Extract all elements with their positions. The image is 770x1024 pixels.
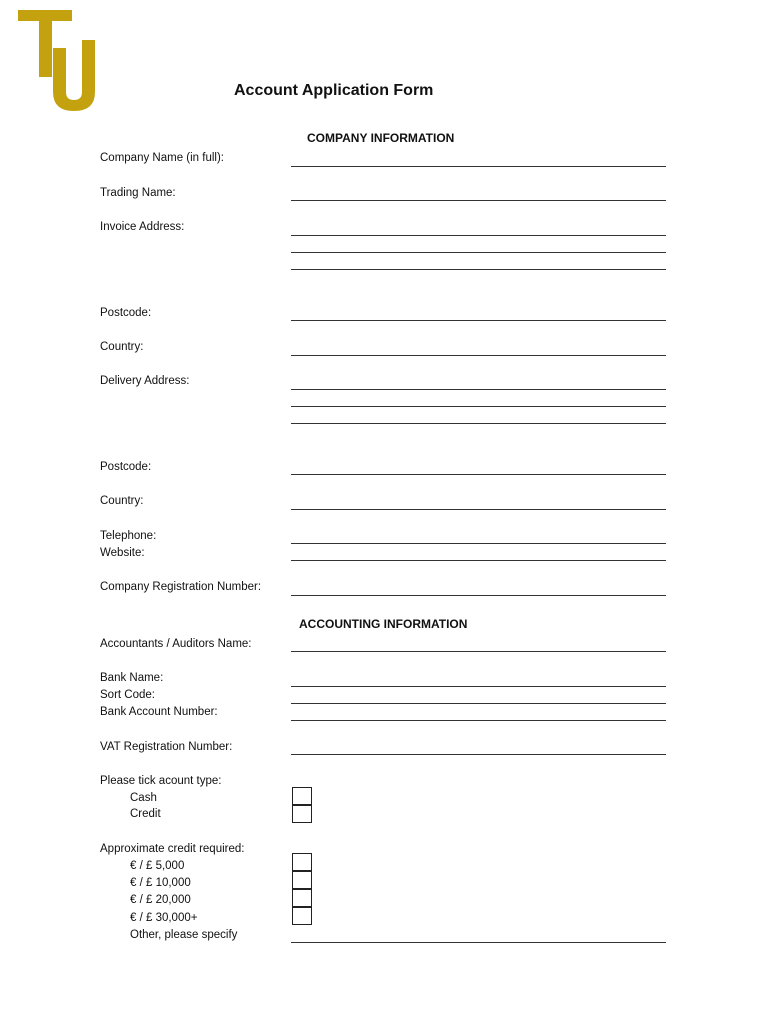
registration-number-field[interactable] <box>291 595 666 596</box>
delivery-address-label: Delivery Address: <box>100 375 190 387</box>
delivery-address-field-1[interactable] <box>291 389 666 390</box>
website-field[interactable] <box>291 560 666 561</box>
credit-checkbox[interactable] <box>292 805 312 823</box>
bank-name-field[interactable] <box>291 686 666 687</box>
invoice-postcode-field[interactable] <box>291 320 666 321</box>
credit-label: Credit <box>130 808 161 820</box>
website-label: Website: <box>100 547 145 559</box>
invoice-address-label: Invoice Address: <box>100 221 185 233</box>
credit-20000-checkbox[interactable] <box>292 889 312 907</box>
credit-5000-checkbox[interactable] <box>292 853 312 871</box>
invoice-address-field-2[interactable] <box>291 252 666 253</box>
company-name-field[interactable] <box>291 166 666 167</box>
invoice-postcode-label: Postcode: <box>100 307 152 319</box>
company-logo <box>18 10 100 112</box>
credit-10000-label: € / £ 10,000 <box>130 877 191 889</box>
sort-code-label: Sort Code: <box>100 689 155 701</box>
page-title: Account Application Form <box>234 82 434 99</box>
other-credit-label: Other, please specify <box>130 929 238 941</box>
credit-10000-checkbox[interactable] <box>292 871 312 889</box>
delivery-country-field[interactable] <box>291 509 666 510</box>
bank-account-label: Bank Account Number: <box>100 706 218 718</box>
invoice-address-field-1[interactable] <box>291 235 666 236</box>
vat-number-label: VAT Registration Number: <box>100 741 233 753</box>
trading-name-label: Trading Name: <box>100 187 176 199</box>
tu-logo-icon <box>18 10 95 111</box>
invoice-address-field-3[interactable] <box>291 269 666 270</box>
bank-name-label: Bank Name: <box>100 672 164 684</box>
credit-5000-label: € / £ 5,000 <box>130 860 185 872</box>
telephone-field[interactable] <box>291 543 666 544</box>
invoice-country-label: Country: <box>100 341 144 353</box>
credit-30000-checkbox[interactable] <box>292 907 312 925</box>
delivery-postcode-label: Postcode: <box>100 461 152 473</box>
delivery-postcode-field[interactable] <box>291 474 666 475</box>
credit-20000-label: € / £ 20,000 <box>130 894 191 906</box>
cash-label: Cash <box>130 792 157 804</box>
company-name-label: Company Name (in full): <box>100 152 224 164</box>
other-credit-field[interactable] <box>291 942 666 943</box>
cash-checkbox[interactable] <box>292 787 312 805</box>
bank-account-field[interactable] <box>291 720 666 721</box>
credit-30000-label: € / £ 30,000+ <box>130 912 198 924</box>
delivery-address-field-3[interactable] <box>291 423 666 424</box>
invoice-country-field[interactable] <box>291 355 666 356</box>
credit-required-label: Approximate credit required: <box>100 843 245 855</box>
delivery-address-field-2[interactable] <box>291 406 666 407</box>
registration-number-label: Company Registration Number: <box>100 581 262 593</box>
account-type-label: Please tick acount type: <box>100 775 222 787</box>
vat-number-field[interactable] <box>291 754 666 755</box>
sort-code-field[interactable] <box>291 703 666 704</box>
accounting-information-heading: ACCOUNTING INFORMATION <box>299 617 468 631</box>
trading-name-field[interactable] <box>291 200 666 201</box>
accountants-field[interactable] <box>291 651 666 652</box>
company-information-heading: COMPANY INFORMATION <box>307 131 455 145</box>
delivery-country-label: Country: <box>100 495 144 507</box>
telephone-label: Telephone: <box>100 530 157 542</box>
accountants-label: Accountants / Auditors Name: <box>100 638 252 650</box>
